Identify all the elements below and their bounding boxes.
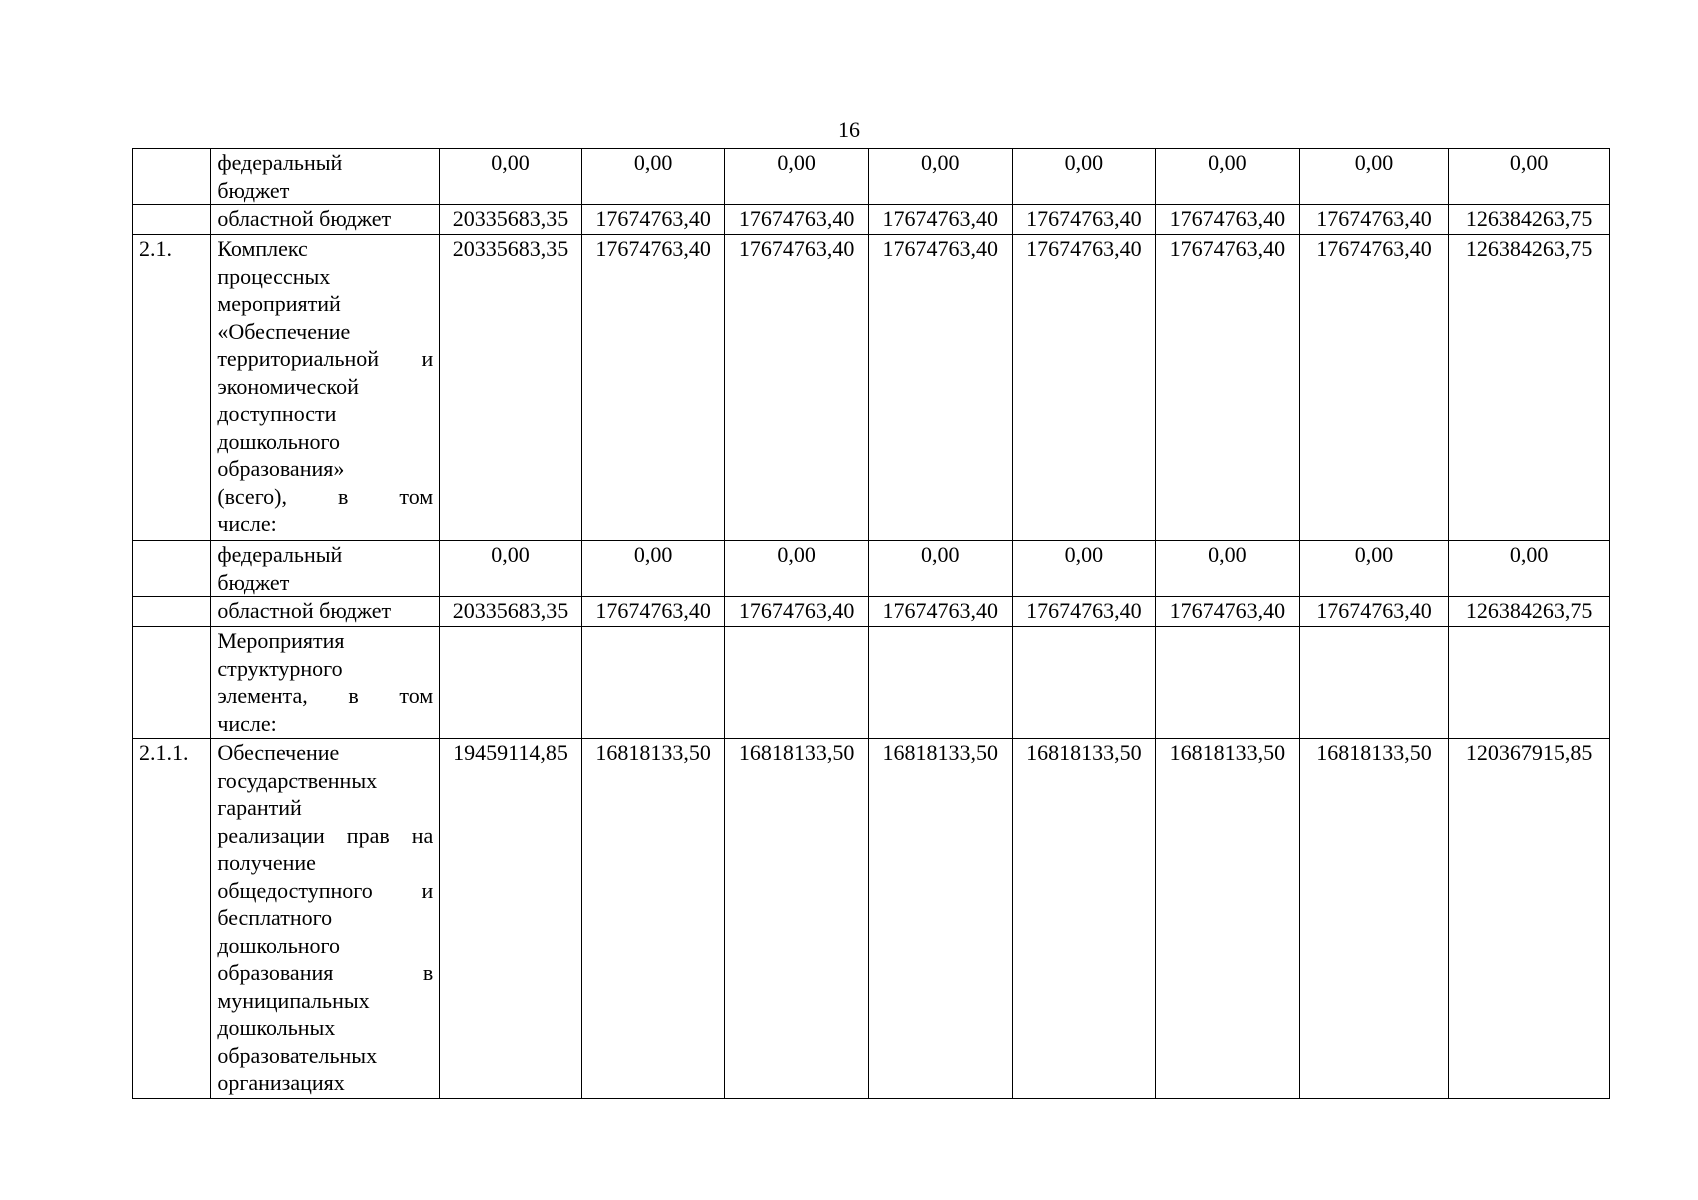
table-row [133, 149, 1610, 205]
row-name-cell [211, 205, 440, 235]
value-cell: 17674763,40 [725, 235, 869, 541]
value-cell: 0,00 [1449, 541, 1610, 597]
row-name-line: областной бюджет [217, 206, 392, 231]
value-cell: 0,00 [1156, 149, 1300, 205]
row-name-line: гарантий [217, 795, 302, 820]
page-number: 16 [838, 117, 860, 142]
value-cell [440, 627, 582, 739]
value-cell: 17674763,40 [1156, 235, 1300, 541]
row-name-line: мероприятий [217, 291, 341, 316]
value-cell [1299, 627, 1449, 739]
value-cell: 17674763,40 [725, 597, 869, 627]
table-row [133, 739, 1610, 1099]
row-name-line: получение [217, 850, 316, 875]
row-name-line: государственных [217, 767, 378, 793]
row-name-line: территориальной и [217, 346, 434, 371]
value-cell: 126384263,75 [1449, 235, 1610, 541]
row-name-line: элемента, в том [217, 683, 434, 708]
value-cell: 20335683,35 [440, 235, 582, 541]
table-row [133, 597, 1610, 627]
value-cell: 16818133,50 [581, 739, 725, 1099]
row-name-cell [211, 235, 440, 541]
value-cell: 17674763,40 [1012, 205, 1156, 235]
value-cell [725, 627, 869, 739]
row-name-line: дошкольного [217, 932, 340, 958]
table-row [133, 541, 1610, 597]
row-name-line: числе: [217, 511, 277, 536]
value-cell: 17674763,40 [581, 597, 725, 627]
value-cell: 126384263,75 [1449, 205, 1610, 235]
value-cell: 17674763,40 [868, 597, 1012, 627]
row-name-line: дошкольного [217, 428, 340, 454]
row-name-line: Мероприятия [217, 628, 345, 653]
value-cell: 17674763,40 [1299, 205, 1449, 235]
value-cell: 17674763,40 [1012, 597, 1156, 627]
row-number-cell: 2.1. [133, 235, 211, 541]
row-name-line: экономической [217, 373, 359, 399]
row-name-line: организациях [217, 1070, 345, 1095]
row-name-line: общедоступного и [217, 877, 434, 903]
row-name-line: федеральный [217, 150, 343, 175]
value-cell: 20335683,35 [440, 597, 582, 627]
value-cell: 0,00 [1156, 541, 1300, 597]
value-cell: 17674763,40 [1012, 235, 1156, 541]
value-cell: 17674763,40 [581, 235, 725, 541]
row-number-cell [133, 541, 211, 597]
value-cell: 0,00 [440, 149, 582, 205]
value-cell: 0,00 [581, 149, 725, 205]
value-cell: 0,00 [868, 149, 1012, 205]
row-name-line: процессных [217, 263, 331, 289]
table-body [133, 149, 1610, 1099]
row-name-line: реализации прав на [217, 822, 434, 848]
row-number-cell [133, 205, 211, 235]
row-name-line: Комплекс [217, 236, 308, 261]
row-number-cell [133, 597, 211, 627]
value-cell: 16818133,50 [1156, 739, 1300, 1099]
value-cell: 17674763,40 [1156, 597, 1300, 627]
row-name-line: (всего), в том [217, 483, 434, 509]
row-name-line: муниципальных [217, 987, 370, 1013]
value-cell: 0,00 [1299, 541, 1449, 597]
value-cell: 0,00 [1012, 541, 1156, 597]
value-cell: 17674763,40 [1156, 205, 1300, 235]
value-cell: 0,00 [581, 541, 725, 597]
value-cell [581, 627, 725, 739]
value-cell: 16818133,50 [868, 739, 1012, 1099]
value-cell: 0,00 [1299, 149, 1449, 205]
value-cell: 0,00 [1012, 149, 1156, 205]
row-name-line: бюджет [217, 569, 290, 595]
value-cell: 120367915,85 [1449, 739, 1610, 1099]
row-name-cell [211, 597, 440, 627]
value-cell: 17674763,40 [725, 205, 869, 235]
row-name-line: числе: [217, 710, 277, 736]
value-cell: 20335683,35 [440, 205, 582, 235]
value-cell: 16818133,50 [1012, 739, 1156, 1099]
value-cell: 17674763,40 [1299, 597, 1449, 627]
value-cell: 17674763,40 [1299, 235, 1449, 541]
value-cell: 16818133,50 [1299, 739, 1449, 1099]
value-cell [1156, 627, 1300, 739]
row-name-line: дошкольных [217, 1015, 336, 1040]
table-row [133, 205, 1610, 235]
row-name-line: бесплатного [217, 905, 333, 930]
table-row [133, 627, 1610, 739]
row-name-line: образовательных [217, 1042, 378, 1068]
value-cell: 0,00 [725, 541, 869, 597]
row-name-line: образования» [217, 456, 345, 481]
budget-table [132, 148, 1610, 1099]
row-name-line: доступности [217, 401, 337, 426]
row-name-cell [211, 739, 440, 1099]
value-cell [868, 627, 1012, 739]
table-row [133, 235, 1610, 541]
value-cell: 19459114,85 [440, 739, 582, 1099]
value-cell: 17674763,40 [868, 205, 1012, 235]
row-name-line: Обеспечение [217, 740, 340, 765]
value-cell: 0,00 [440, 541, 582, 597]
row-name-cell [211, 149, 440, 205]
value-cell: 0,00 [868, 541, 1012, 597]
value-cell: 17674763,40 [868, 235, 1012, 541]
row-name-line: структурного [217, 655, 343, 681]
value-cell: 17674763,40 [581, 205, 725, 235]
row-number-cell [133, 149, 211, 205]
value-cell: 16818133,50 [725, 739, 869, 1099]
row-name-line: федеральный [217, 542, 343, 567]
row-name-line: «Обеспечение [217, 318, 351, 344]
value-cell [1449, 627, 1610, 739]
row-name-cell [211, 541, 440, 597]
row-name-line: бюджет [217, 177, 290, 203]
row-name-line: областной бюджет [217, 598, 392, 623]
row-name-line: образования в [217, 960, 434, 985]
row-name-cell [211, 627, 440, 739]
row-number-cell: 2.1.1. [133, 739, 211, 1099]
value-cell: 126384263,75 [1449, 597, 1610, 627]
row-number-cell [133, 627, 211, 739]
value-cell [1012, 627, 1156, 739]
value-cell: 0,00 [725, 149, 869, 205]
value-cell: 0,00 [1449, 149, 1610, 205]
